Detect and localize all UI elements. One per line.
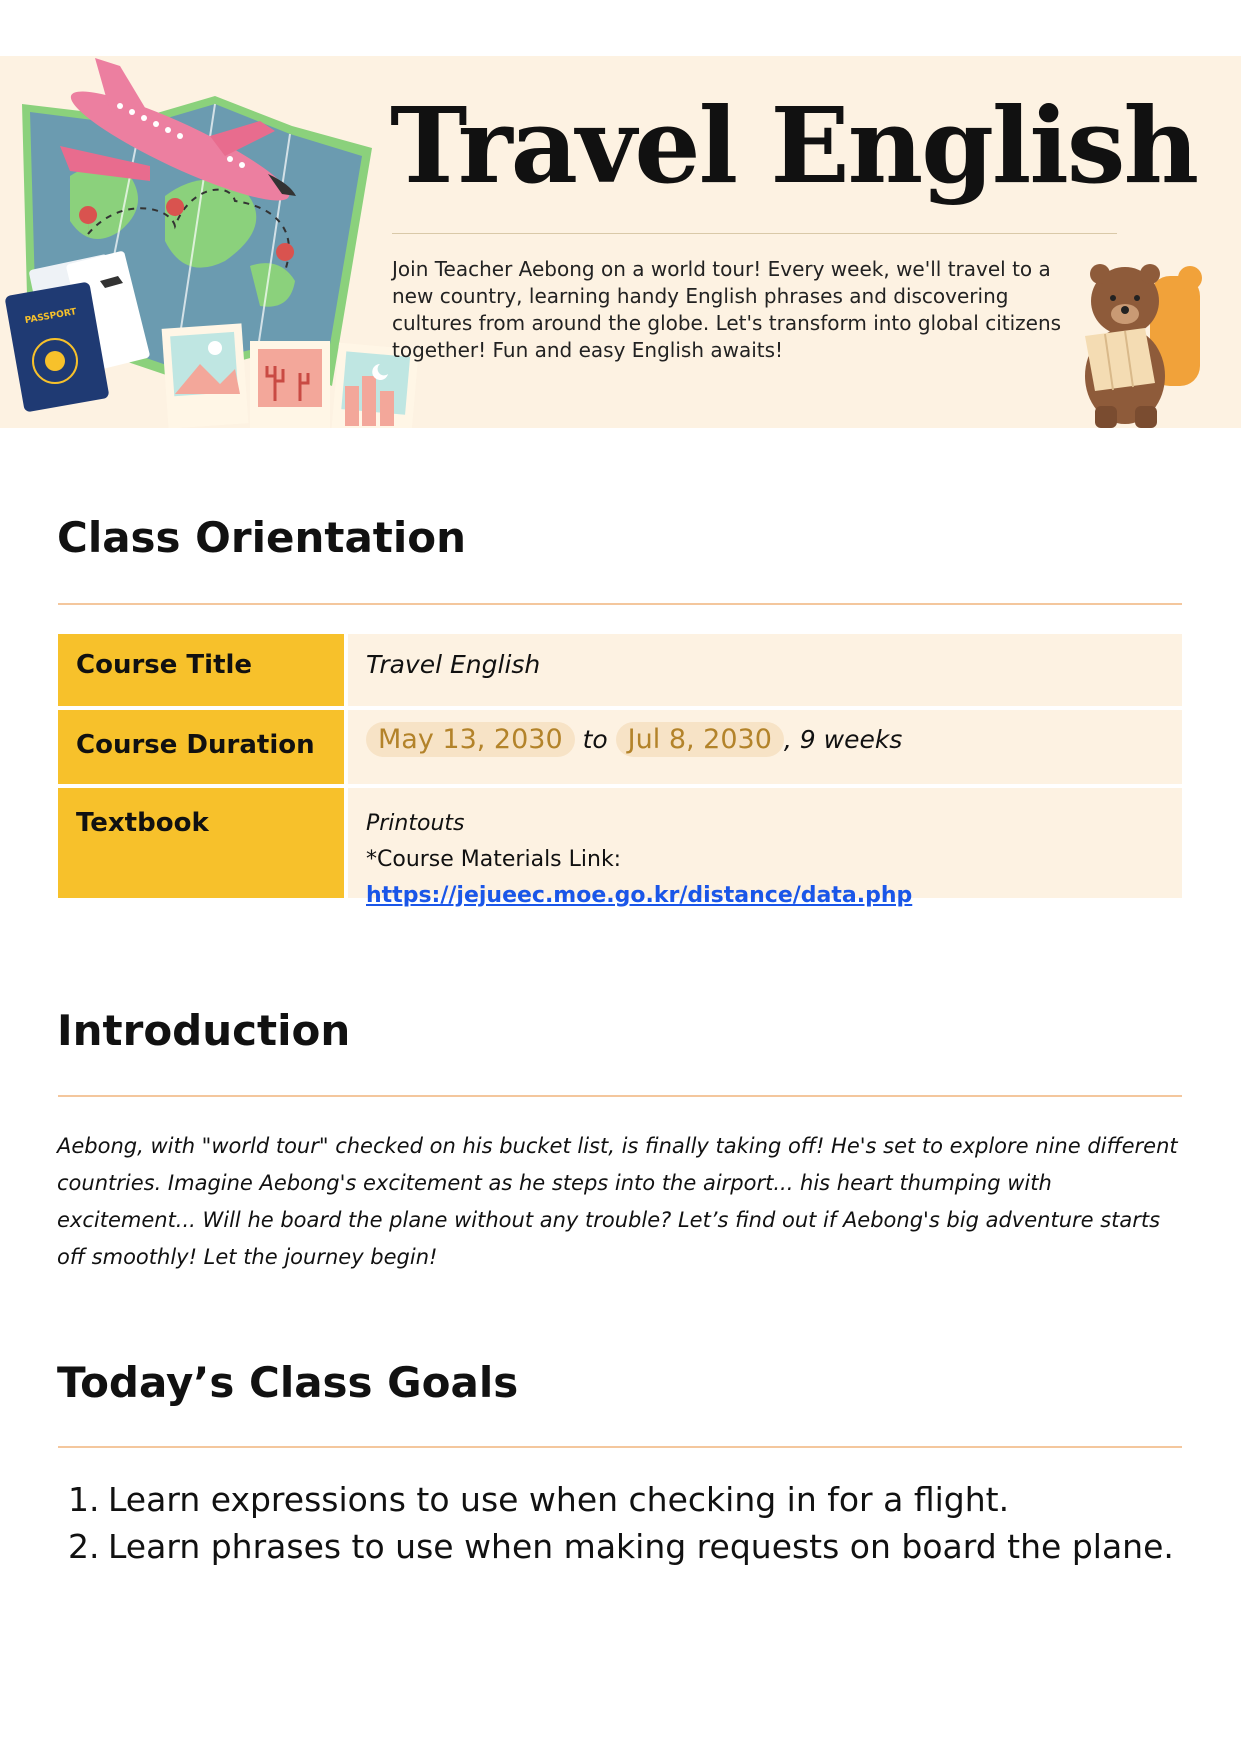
svg-text:PASSPORT: PASSPORT (24, 307, 78, 327)
materials-prefix: *Course Materials Link: (366, 847, 622, 872)
textbook-label: Textbook (58, 788, 344, 898)
textbook-value (348, 788, 1182, 908)
textbook-name: Printouts (366, 811, 465, 836)
course-info-table (58, 634, 1182, 908)
materials-line (366, 842, 1164, 914)
goals-list (68, 1476, 1218, 1570)
list-item (68, 1476, 1218, 1523)
course-title-value: Travel English (348, 634, 1182, 706)
start-date-chip[interactable]: May 13, 2030 (366, 722, 575, 757)
section-divider (58, 1095, 1182, 1097)
course-title-label: Course Title (58, 634, 344, 706)
goal-text: Learn phrases to use when making requests on board the plane. (108, 1527, 1174, 1566)
end-date-chip[interactable]: Jul 8, 2030 (616, 722, 784, 757)
table-row (58, 634, 1182, 706)
list-item (68, 1523, 1218, 1570)
table-row (58, 788, 1182, 908)
section-heading-orientation: Class Orientation (57, 513, 467, 562)
section-divider (58, 603, 1182, 605)
hero-banner (0, 56, 1241, 428)
list-number: 1. (68, 1480, 100, 1519)
to-word: to (582, 725, 608, 754)
hero-description: Join Teacher Aebong on a world tour! Every week, we'll travel to a new country, learning handy English phrases and discovering cultures from around the globe. Let's transform into global citizens together! Fun and easy English awaits! (392, 257, 1062, 362)
goal-text: Learn expressions to use when checking in for a flight. (108, 1480, 1010, 1519)
duration-weeks: , 9 weeks (783, 725, 903, 754)
page-title: Travel English (390, 84, 1198, 207)
course-duration-value (348, 710, 1182, 784)
list-number: 2. (68, 1527, 100, 1566)
title-divider (392, 233, 1117, 234)
table-row (58, 710, 1182, 784)
travel-illustration (0, 56, 420, 428)
introduction-text: Aebong, with "world tour" checked on his bucket list, is finally taking off! He's set to explore nine different countries. Imagine Aebong's excitement as he steps into the airport... his heart thumping with excitement... Will he board the plane without any trouble? Let’s find out if Aebong's big adventure starts off smoothly! Let the journey begin! (57, 1134, 1178, 1269)
bear-traveler-icon (1070, 256, 1210, 428)
section-heading-introduction: Introduction (57, 1006, 351, 1055)
course-materials-link[interactable]: https://jejueec.moe.go.kr/distance/data.php (366, 883, 913, 908)
course-duration-label: Course Duration (58, 710, 344, 784)
section-divider (58, 1446, 1182, 1448)
section-heading-goals: Today’s Class Goals (57, 1358, 519, 1407)
